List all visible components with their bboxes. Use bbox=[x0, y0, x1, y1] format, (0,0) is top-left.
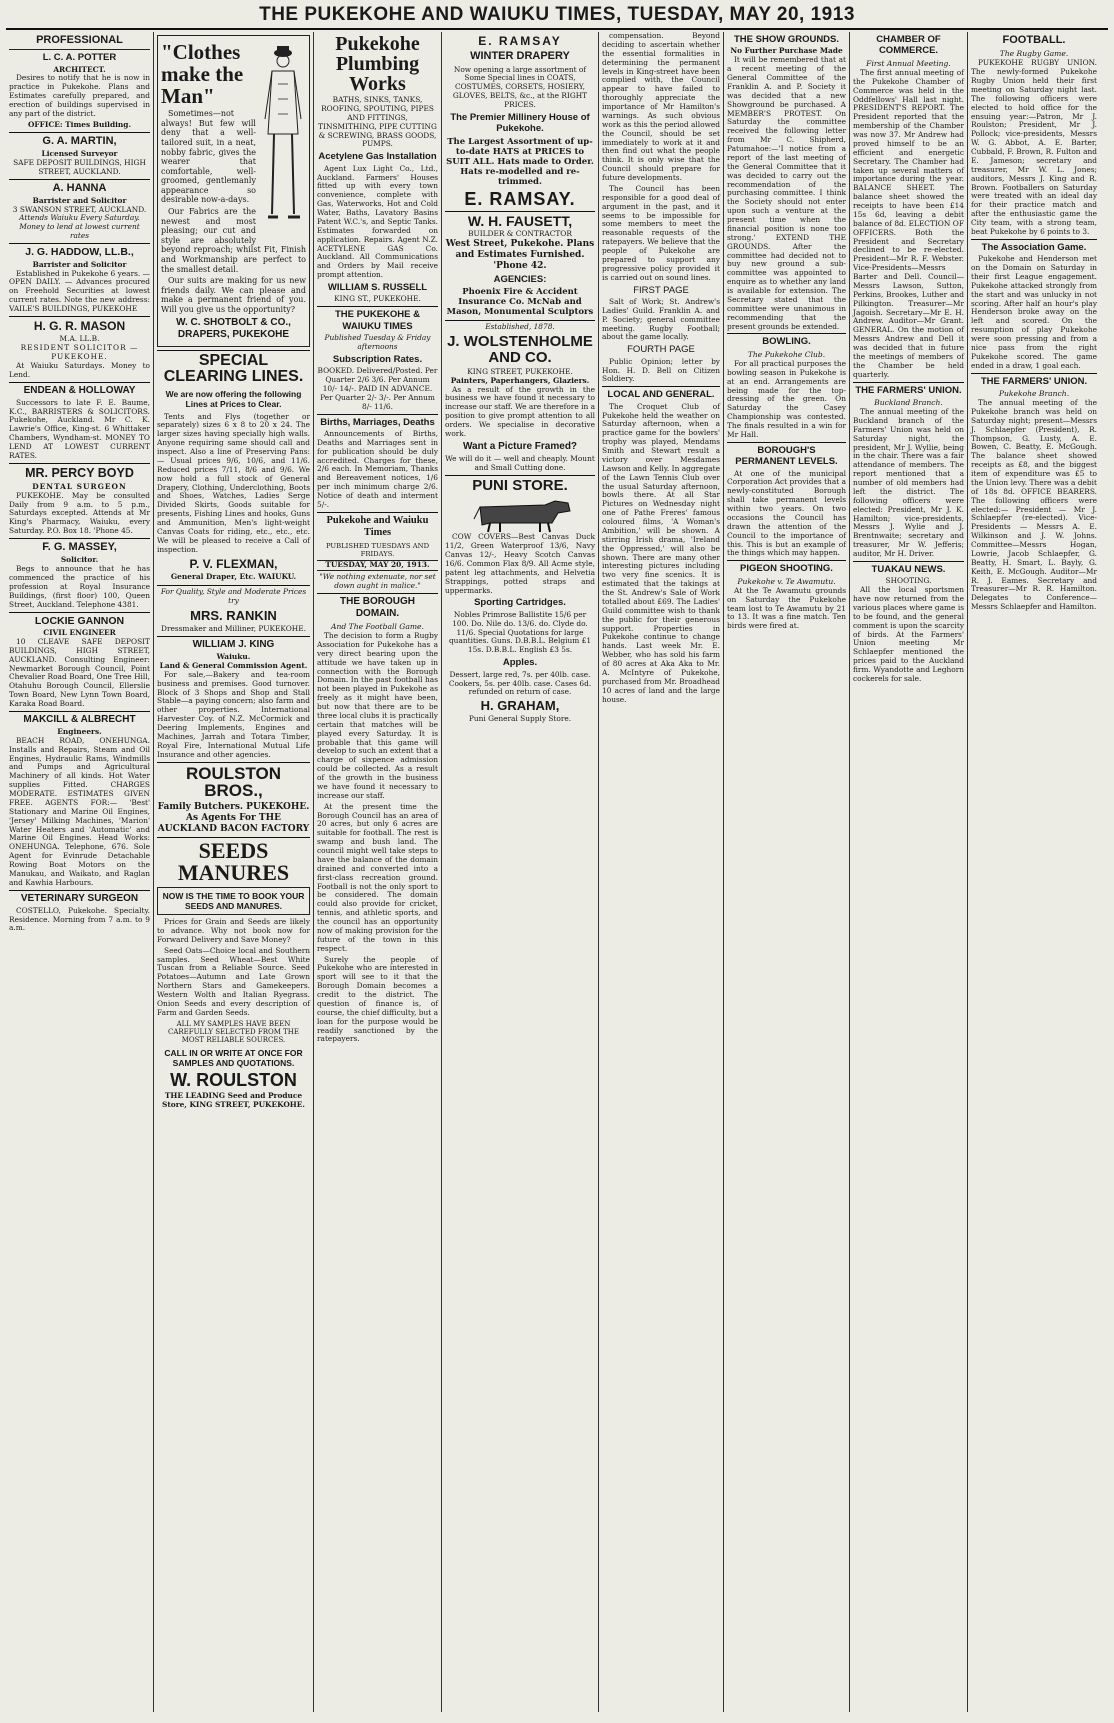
picture-body: We will do it — well and cheaply. Mount and Small Cutting done. bbox=[445, 453, 595, 472]
paper-pub: PUBLISHED TUESDAYS AND FRIDAYS. bbox=[325, 542, 430, 559]
mason-role: RESIDENT SOLICITOR — PUKEKOHE. bbox=[20, 343, 139, 362]
puni-title: PUNI STORE. bbox=[445, 475, 595, 494]
russell-addr: KING ST., PUKEKOHE. bbox=[334, 294, 421, 304]
columns bbox=[6, 32, 1108, 1712]
roulston-bros-agents: As Agents For THE AUCKLAND BACON FACTORY bbox=[157, 813, 310, 834]
times-title: THE PUKEKOHE & WAIUKU TIMES bbox=[317, 306, 438, 332]
special-sub: We are now offering the following Lines at Prices to Clear. bbox=[165, 389, 302, 410]
clothes-title: "Clothes make the Man" bbox=[161, 40, 244, 109]
w-roulston-name: W. ROULSTON bbox=[170, 1070, 297, 1091]
commerce-sub: First Annual Meeting. bbox=[866, 58, 951, 68]
masthead: THE PUKEKOHE AND WAIUKU TIMES, TUESDAY, MAY 20, 1913 bbox=[6, 4, 1108, 30]
mason-note: At Waiuku Saturdays. Money to Lend. bbox=[9, 360, 150, 379]
makcill-name: MAKCILL & ALBRECHT bbox=[9, 711, 150, 726]
flexman-sub: General Draper, Etc. WAIUKU. bbox=[170, 571, 297, 581]
clothes-body-1: Sometimes—not always! But few will deny that a well-tailored suit, in a neat, nobby fabric, gives the wearer that comfortable, well-groomed, gentlemanly appearance so desirable now-a-days. bbox=[161, 109, 256, 205]
martin-role: Licensed Surveyor bbox=[41, 148, 118, 158]
farmers-union-2-body: The annual meeting of the Pukekohe branch was held on Saturday night; present—Messrs J. Schlaepfer (President), R. Thompson, G. Lusty, A. E. Bowen, C. Beatty, E. McGough. The balance sheet showed receipts as £8, and the biggest item of expenditure was £5 to the Union levy. There was a debit of 18s 8d. OFFICE BEARERS. The following officers were elected:— President — Mr J. Schlaepfer (re-elected). Vice-Presidents — Messrs A. E. Wilkinson and J. W. Johns. Committee—Messrs Hogan, Lowrie, Jacob Schlaepfer, G. Beatty, H. Smart, L. Bayly, G. Keith, E. McGough. Auditor—Mr R. J. Eames. Secretary and Treasurer—Mr R. R. Hamilton. Delegates to Conference—Messrs Schlaepfer and Hamilton. bbox=[971, 398, 1097, 612]
subscription-body: BOOKED. Delivered/Posted. Per Quarter 2/6 3/6. Per Annum 10/- 14/-. PAID IN ADVANCE. Per Quarter 2/- 3/-. Per Annum 8/- 11/6. bbox=[317, 366, 438, 411]
farmers-union-title: THE FARMERS' UNION. bbox=[853, 382, 964, 396]
wolstenholme-name: J. WOLSTENHOLME AND CO. bbox=[447, 333, 593, 367]
roulston-bros-role: Family Butchers. PUKEKOHE. bbox=[157, 802, 310, 813]
show-grounds-body: It will be remembered that at a recent meeting of the General Committee of the Franklin A. and P. Society it was decided that a new Showground be purchased. A MEMBER'S PROTEST. On Saturday the committee received the following letter from Mr C. Shipherd, Patumahoe:—'I notice from a report of the last meeting of the General Committee that it was decided to carry out the recommendation of the purchasing committee. I think the Society should not enter upon such a venture at the present time when the financial position is none too strong.' EXTEND THE GROUNDS. After the committee had decided not to buy new ground a sub-committee was appointed to enquire as to whether any land is available for extension. The Secretary stated that the committee were unanimous in recommending that the present grounds be extended. bbox=[727, 55, 846, 331]
bowling-body: For all practical purposes the bowling season in Pukekohe is at an end. Arrangements are being made for the top-dressing of the green. On Saturday the Casey Championship was contested. The finals resulted in a win for Mr Hall. bbox=[727, 358, 846, 439]
puni-body: COW COVERS—Best Canvas Duck 11/2, Green Waterproof 13/6, Navy Canvas 12/-, Heavy Scotch Canvas 16/6. Common Flax 8/9. All Acme style, patent leg attachments, and Helvetia Strappings, potted straps and uppermarks. bbox=[445, 532, 595, 595]
endean-name: ENDEAN & HOLLOWAY bbox=[9, 382, 150, 397]
haddow-role: Barrister and Solicitor bbox=[32, 259, 127, 269]
tuakau-sub: SHOOTING. bbox=[885, 576, 932, 586]
plumbing-title: Pukekohe Plumbing Works bbox=[335, 33, 420, 95]
king-town: Waiuku. bbox=[216, 652, 251, 662]
farmers-union-2-title: THE FARMERS' UNION. bbox=[971, 373, 1097, 387]
births-body: Announcements of Births, Deaths and Marriages sent in for publication should be duly accredited. Charges for these, 2/6 each. In Memoriam, Thanks and Bereavement notices, 1/6 per inch minimum charge 2/6. Notice of death and interment 5/-. bbox=[317, 428, 438, 509]
show-grounds-sub: No Further Purchase Made bbox=[730, 46, 843, 56]
column-professional bbox=[6, 32, 154, 1712]
w-roulston-role: THE LEADING Seed and Produce Store, KING STREET, PUKEKOHE. bbox=[162, 1091, 305, 1109]
fausett-role: BUILDER & CONTRACTOR bbox=[468, 229, 572, 239]
fourth-page-title: FOURTH PAGE bbox=[627, 344, 695, 356]
local-general-body: The Croquet Club of Pukekohe held the weather on Saturday afternoon, when a practice game for the bowlers' trophy was played, Mendams Smith and Stewart result a victory over Mesdames Lawson and Kelly. In aggregate of the Lawn Tennis Club over the usual Saturday afternoon, bowls there. At all Star Pictures on Wednesday night one of Pathe Freres' famous coloured films, 'A Woman's Ambition,' will be shown. A stirring Irish drama, 'Ireland the Oppressed,' will also be shown. There are many other interesting pictures including two very fine scenics. It is estimated that the takings at the St. Andrew's Sale of Work totalled about £69. The Ladies' Guild committee wish to thank the public for their generous support. Properties in Pukekohe continue to change hands. Last week Mr. E. Webber, who has sold his farm of 80 acres at Aka Aka to Mr. A. McIntyre of Pukekohe, purchased from Mr. Broadhead 10 acres of land and the large house. bbox=[602, 401, 720, 704]
borough-sub: And The Football Game. bbox=[331, 621, 424, 631]
clothes-body-2: Our Fabrics are the newest and most pleasing; our cut and style are absolutely beyond reproach; whilst Fit, Finish and Workmanship are perfect to the smallest detail. bbox=[161, 207, 306, 274]
agencies-body: Phoenix Fire & Accident Insurance Co. McNab and Mason, Monumental Sculptors bbox=[446, 286, 594, 318]
haddow-name: J. G. HADDOW, LL.B., bbox=[9, 243, 150, 259]
pigeon-sub: Pukekohe v. Te Awamutu. bbox=[737, 576, 836, 586]
rankin-role: Dressmaker and Milliner, PUKEKOHE. bbox=[161, 624, 306, 634]
wolstenholme-body: As a result of the growth in the business we have found it necessary to increase our staff. We are therefore in a position to give prompt attention to all orders. We specialise in decorative work. bbox=[445, 384, 595, 438]
wolstenholme-addr: KING STREET, PUKEKOHE. bbox=[467, 366, 573, 376]
subscription-title: Subscription Rates. bbox=[332, 353, 423, 365]
births-title: Births, Marriages, Deaths bbox=[317, 414, 438, 428]
commerce-body: The first annual meeting of the Pukekohe Chamber of Commerce was held in the Oddfellows' Hall last night. PRESIDENT'S REPORT. The President reported that the membership of the Chamber was now 37. Mr Andrew had proved himself to be an efficient and energetic Secretary. The Chamber had taken up several matters of importance during the year. BALANCE SHEET. The balance sheet showed the receipts to have been £14 15s 6d, leaving a debit balance of 8d. ELECTION OF OFFICERS. Both the President and Secretary declined to be re-elected. President—Mr R. F. Webster. Vice-Presidents—Messrs Barter and Dell. Council—Messrs Lawson, Sutton, Perkins, Brookes, Luther and Pilkington. Treasurer—Mr Jagoish. Secretary—Mr E. H. Andrew. Auditor—Mr Grant. GENERAL. On the motion of Messrs Andrew and Dell it was decided that in future the meetings of members of the Chamber be held quarterly. bbox=[853, 67, 964, 379]
gannon-name: LOCKIE GANNON bbox=[9, 612, 150, 628]
ramsay-hats: The Largest Assortment of up-to-date HATS at PRICES to SUIT ALL. Hats made to Order. Hats re-modelled and re-trimmed. bbox=[446, 136, 594, 188]
editorial-cont-1: compensation. Beyond deciding to ascertain whether the essential formalities in determining the permanent levels in King-street have been complied with, the Council appear to have failed to thoroughly appreciate the importance of Mr Hamilton's warnings. As such obvious work as this the period allowed the Council, should be set immediately to work at it and then find out what the people think. It is only wise that the Council should prepare for future developments. bbox=[602, 32, 720, 182]
seeds-body: Prices for Grain and Seeds are likely to advance. Why not book now for Forward Delivery and Save Money? bbox=[157, 917, 310, 944]
russell-name: WILLIAM S. RUSSELL bbox=[327, 282, 428, 294]
borough-body-3: Surely the people of Pukekohe who are interested in sport will see to it that the Borough Domain becomes a credit to the district. The question of finance is, of course, the chief difficulty, but a loan for the purpose would be readily sanctioned by the ratepayers. bbox=[317, 954, 438, 1044]
rankin-name: MRS. RANKIN bbox=[190, 607, 277, 623]
hanna-role: Barrister and Solicitor bbox=[32, 195, 127, 205]
levels-title: BOROUGH'S PERMANENT LEVELS. bbox=[727, 442, 846, 468]
paper-nameplate: Pukekohe and Waiuku Times bbox=[317, 512, 438, 540]
vet-name: VETERINARY SURGEON bbox=[9, 890, 150, 905]
wolstenholme-role: Painters, Paperhangers, Glaziers. bbox=[450, 375, 590, 385]
boyd-name: MR. PERCY BOYD bbox=[9, 463, 150, 481]
association-title: The Association Game. bbox=[971, 239, 1097, 253]
first-page-body: Salt of Work; St. Andrew's Ladies' Guild. Franklin A. and P. Society; general committee meeting. Rugby Football; about the game locally. bbox=[602, 296, 720, 342]
column-news-2 bbox=[724, 32, 850, 1712]
seeds-head: NOW IS THE TIME TO BOOK YOUR SEEDS AND MANURES. bbox=[157, 887, 310, 915]
football-title: FOOTBALL. bbox=[1002, 34, 1066, 46]
cartridges-title: Sporting Cartridges. bbox=[474, 597, 566, 609]
ramsay-big: E. RAMSAY. bbox=[464, 188, 576, 209]
column-ads-drapers bbox=[154, 32, 314, 1712]
farmers-union-body: The annual meeting of the Buckland branch of the Farmers' Union was held on Saturday night, the president, Mr J. Wyllie, being in the chair. There was a fair attendance of members. The report mentioned that a number of old members had left the district. The following officers were elected: President, Mr J. K. Hamilton; vice-presidents, Messrs J. Wylie and J. Brentnwaite; secretary and treasurer, Mr W. Jefferis; auditor, Mr H. Driver. bbox=[853, 407, 964, 559]
mason-deg: M.A. LL.B. bbox=[59, 334, 100, 344]
first-page-title: FIRST PAGE bbox=[633, 284, 689, 296]
king-name: WILLIAM J. KING bbox=[157, 636, 310, 651]
hanna-addr: 3 SWANSON STREET, AUCKLAND. bbox=[12, 204, 147, 214]
association-body: Pukekohe and Henderson met on the Domain on Saturday in their first League engagement. Pukekohe attacked strongly from the start and was unlucky in not scoring. After half an hour's play Henderson broke away on the left and scored. On the resumption of play Pukekohe were soon pressing and from a nice pass from the right Pukekohe scored. The game ended in a draw, 1 goal each. bbox=[971, 254, 1097, 370]
football-body: PUKEKOHE RUGBY UNION. The newly-formed Pukekohe Rugby Union held their first meeting on Saturday night last. The following officers were elected to hold office for the ensuing year:—Patron, Mr J. Roulston; President, Mr J. Pollock; vice-presidents, Messrs W. G. Abbot, A. E. Barter, Cubbald, F. Brown, R. Fulton and E. Jameson; secretary and treasurer, Mr W. L. Jones; auditors, Messrs J. King and R. Brown. Footballers on Saturday were treated with an ideal day for their practice match and after the enthusiastic game the City team, with a strong team, beat Pukekohe by 6 points to 3. bbox=[971, 58, 1097, 236]
hanna-name: A. HANNA bbox=[9, 179, 150, 195]
seeds-note: ALL MY SAMPLES HAVE BEEN CAREFULLY SELECTED FROM THE MOST RELIABLE SOURCES. bbox=[167, 1019, 300, 1045]
fausett-name: W. H. FAUSETT, bbox=[445, 211, 595, 229]
king-role: Land & General Commission Agent. bbox=[159, 660, 308, 670]
local-general-title: LOCAL AND GENERAL. bbox=[602, 386, 720, 400]
borough-body-1: The decision to form a Rugby Association for Pukekohe has a very direct bearing upon the attitude we have taken up in connection with the Borough Domain. In the past football has not been played in Pukekohe as freely as it might have been, but now that there are to be three local clubs it is practically certain that matches will be played every Saturday. It is probable that this game will develop to such an extent that a charge of sixpence admission could be collected. As a result of the growth in the business we have found it necessary to increase our staff. bbox=[317, 631, 438, 800]
special-body: Tents and Flys (together or separately) sizes 6 x 8 to 20 x 24. The larger sizes having specially high walls. Anyone requiring same should call and inspect. Also a line of Preserving Pans:— Usual prices 9/6, 10/6, and 11/6. Reduced prices 7/11, 8/6 and 9/6. We now hold a full stock of General Drapery, Clothing, Underclothing, Boots and Shoes, Watches, Ladies Serge Divided Skirts, Goods suitable for presents, Fishing Lines and hooks, Guns and Ammunition, Men's light-weight Canvas Coats for riding, etc., etc., etc. We will be pleased to receive a Call of inspection. bbox=[157, 411, 310, 554]
pigeon-body: At the Te Awamutu grounds on Saturday the Pukekohe team lost to Te Awamutu by 21 to 13. It was a fine match. Ten birds were fired at. bbox=[727, 585, 846, 631]
roulston-bros-name: ROULSTON BROS., bbox=[157, 762, 310, 801]
column-news-4 bbox=[968, 32, 1100, 1712]
borough-title: THE BOROUGH DOMAIN. bbox=[317, 593, 438, 620]
boyd-body: PUKEKOHE. May be consulted Daily from 9 a.m. to 5 p.m., Saturdays excepted. Attends at Mr King's Pharmacy, Waiuku, every Saturday. P.O. Box 18. 'Phone 45. bbox=[9, 490, 150, 536]
football-sub: The Rugby Game. bbox=[999, 49, 1069, 59]
graham-role: Puni General Supply Store. bbox=[468, 713, 572, 723]
makcill-role: Engineers. bbox=[57, 726, 102, 736]
massey-name: F. G. MASSEY, bbox=[9, 538, 150, 554]
bowling-title: BOWLING. bbox=[727, 333, 846, 347]
times-pub: Published Tuesday & Friday afternoons bbox=[324, 333, 431, 351]
makcill-body: BEACH ROAD, ONEHUNGA. Installs and Repairs, Steam and Oil Engines, Hydraulic Rams, Windmills and Pumps and Agricultural Machinery of all kinds. Hot Water supplies Fitted. CHARGES MODERATE. ESTIMATES GIVEN FREE. AGENTS FOR:— 'Best' Stationary and Marine Oil Engines, 'Jersey' Milking Machines, 'Marion' Water Heaters and 'Automatic' and Marine Oil Engines. Head Works: ONEHUNGA. Telephone, 676. Sole Agent for Evinrude Detachable Rowing Boat Motors on the Manukau, and Waikato, and Raglan and Kawhia Harbours. bbox=[9, 735, 150, 887]
acetylene-body: Agent Lux Light Co., Ltd., Auckland. Farmers' Houses fitted up with every town convenience, complete with Gas, Waterworks, Hot and Cold Water, Baths, Lavatory Basins Patent W.C.'s, and Septic Tanks. Estimates forwarded on application. Repairs. Agent N.Z. ACETYLENE GAS Co. Auckland. All Communications and Orders by Mail receive prompt attention. bbox=[317, 163, 438, 280]
show-grounds-title: THE SHOW GROUNDS. bbox=[733, 34, 840, 45]
martin-addr: SAFE DEPOSIT BUILDINGS, HIGH STREET, AUCKLAND. bbox=[13, 157, 146, 176]
martin-name: G. A. MARTIN, bbox=[9, 132, 150, 148]
potter-office: OFFICE: Times Building. bbox=[27, 119, 132, 129]
agencies-title: AGENCIES: bbox=[493, 273, 547, 285]
section-title-professional: PROFESSIONAL bbox=[9, 34, 150, 50]
special-title: SPECIAL CLEARING LINES. bbox=[157, 350, 310, 387]
clothes-ad bbox=[157, 35, 310, 347]
vet-body: COSTELLO, Pukekohe. Specialty. Residence. Morning from 7 a.m. to 9 a.m. bbox=[9, 905, 150, 933]
haddow-body: Established in Pukekohe 6 years. — OPEN DAILY. — Advances procured on Freehold Securities at lowest current rates. Note the new address: VAILE'S BUILDINGS, PUKEKOHE bbox=[9, 268, 150, 314]
bowling-sub: The Pukekohe Club. bbox=[747, 349, 826, 359]
ramsay-head: E. RAMSAY bbox=[478, 34, 562, 48]
clothes-body-3: Our suits are making for us new friends daily. We can please and make a permanent friend of you. Will you give us the opportunity? bbox=[161, 276, 306, 315]
ramsay-title: WINTER DRAPERY bbox=[470, 50, 570, 63]
column-news-3 bbox=[850, 32, 968, 1712]
established: Established, 1878. bbox=[445, 320, 595, 332]
potter-body: Desires to notify that he is now in practice in Pukekohe. Plans and Estimates carefully prepared, and erection of buildings supervised in any part of the district. bbox=[9, 73, 150, 118]
ramsay-body: Now opening a large assortment of Some Special lines in COATS, COSTUMES, CORSETS, HOSIERY, GLOVES, BELTS, &c., at the RIGHT PRICES. bbox=[452, 64, 588, 110]
mason-name: H. G. R. MASON bbox=[9, 316, 150, 333]
levels-body: At one of the municipal Corporation Act provides that a newly-constituted Borough shall take permanent levels within two years. On two occasions the Council has drawn the attention of the Council to the importance of this. This is but an example of the things which may happen. bbox=[727, 468, 846, 558]
cartridges-body: Nobles Primrose Ballistite 15/6 per 100. Do. Nile do. 13/6. do. Clyde do. 11/6. Special Quotations for large quantities. Guns. D.B.B.L. Belgium £1 15s. D.B.B.L. English £3 5s. bbox=[448, 609, 592, 655]
endean-body: Successors to late F. E. Baume, K.C., BARRISTERS & SOLICITORS. Pukekohe, Auckland. Mr C. K. Lawrie's Office, King-st. 6 Whittaker Chambers, Wyndham-st. MONEY TO LEND AT LOWEST CURRENT RATES. bbox=[9, 397, 150, 460]
flexman-name: P. V. FLEXMAN, bbox=[189, 556, 278, 571]
borough-body-2: At the present time the Borough Council has an area of 20 acres, but only 6 acres are suitable for football. The rest is swamp and bush land. The council might well take steps to have the balance of the domain drained and converted into a first-class recreation ground. Football is not the only sport to be considered. The domain could also provide for cricket, tennis, and athletic sports, and the council has an opportunity now of making provision for the future of the town in this respect. bbox=[317, 801, 438, 953]
column-plumbing-editorial bbox=[314, 32, 442, 1712]
picture-title: Want a Picture Framed? bbox=[462, 440, 578, 452]
gannon-body: 10 CLEAVE SAFE DEPOSIT BUILDINGS, HIGH STREET, AUCKLAND. Consulting Engineer: Newmarket Borough Council, Point Chevalier Road Board, One Tree Hill, Otahuhu Borough Council, Ellerslie Town Board, New Lynn Town Board, Karaka Road Board. bbox=[9, 636, 150, 709]
ramsay-millinery: The Premier Millinery House of Pukekohe. bbox=[450, 111, 590, 135]
potter-role: ARCHITECT. bbox=[53, 64, 106, 74]
massey-body: Begs to announce that he has commenced the practice of his profession at Royal Insurance Buildings, (first floor) 100, Queen Street, Auckland. Telephone 4381. bbox=[9, 564, 150, 609]
tuakau-title: TUAKAU NEWS. bbox=[853, 561, 964, 575]
paper-date: TUESDAY, MAY 20, 1913. bbox=[317, 560, 438, 571]
king-body: For sale,—Bakery and tea-room business and premises. Good turnover. Block of 3 Shops and Shop and Stall Stable—a paying concern; also farm and other properties. International Harvester Coy. of N.Z. McCormick and Deering Implements, Engines and Machines, Jarrah and Totara Timber, Royal Fire, International Mutual Life Insurance and other agencies. bbox=[157, 669, 310, 759]
massey-role: Solicitor. bbox=[60, 555, 99, 565]
apples-title: Apples. bbox=[502, 657, 538, 669]
seeds-list: Seed Oats—Choice local and Southern samples. Seed Wheat—Best White Tuscan from a Reliable Source. Seed Potatoes—Autumn and Late Grown Northern Stars and Gamekeepers. Western Wolth and Italian Ryegrass. Onion Seeds and every description of Farm and Garden Seeds. bbox=[157, 945, 310, 1017]
hanna-note: Attends Waiuku Every Saturday. Money to lend at lowest current rates bbox=[19, 213, 140, 241]
rankin-sub: For Quality, Style and Moderate Prices try bbox=[157, 585, 310, 606]
editorial-cont-2: The Council has been responsible for a good deal of argument in the past, and it seems to be impossible for some members to meet the reasonable requests of the ratepayers. We believe that the people of Pukekohe are prepared to support any progressive policy provided it is carried out on sound lines. bbox=[602, 183, 720, 282]
seeds-call: CALL IN OR WRITE AT ONCE FOR SAMPLES AND QUOTATIONS. bbox=[164, 1047, 303, 1068]
fausett-body: West Street, Pukekohe. Plans and Estimates Furnished. 'Phone 42. bbox=[445, 239, 595, 271]
farmers-union-sub: Buckland Branch. bbox=[874, 397, 943, 407]
boyd-role: DENTAL SURGEON bbox=[32, 481, 127, 491]
farmers-union-2-sub: Pukekohe Branch. bbox=[998, 388, 1070, 398]
shotbolt-name: W. C. SHOTBOLT & CO., DRAPERS, PUKEKOHE bbox=[176, 316, 291, 340]
tuakau-body: All the local sportsmen have now returned from the various places where game is to be found, and the general comment is upon the scarcity of birds. At the Farmers' Union meeting Mr Schlaepfer mentioned the prices paid to the Auckland firm. Wyandotte and Leghorn cockerels for sale. bbox=[853, 585, 964, 683]
fourth-page-body: Public Opinion; letter by Hon. H. D. Bell on Citizen Soldiery. bbox=[602, 356, 720, 384]
pigeon-title: PIGEON SHOOTING. bbox=[727, 560, 846, 574]
potter-name: L. C. A. POTTER bbox=[42, 52, 117, 64]
column-news-1 bbox=[599, 32, 724, 1712]
apples-body: Dessert, large red, 7s. per 40lb. case. Cookers, 5s. per 40lb. case. Cases 6d. refunded on return of case. bbox=[448, 669, 592, 697]
graham-name: H. GRAHAM, bbox=[480, 698, 560, 714]
acetylene-title: Acetylene Gas Installation bbox=[318, 151, 437, 163]
column-ramsay-ads bbox=[442, 32, 599, 1712]
seeds-title: SEEDS MANURES bbox=[157, 837, 310, 884]
gannon-role: CIVIL ENGINEER bbox=[43, 628, 116, 638]
paper-motto: "We nothing extenuate, nor set down aught in malice." bbox=[319, 572, 436, 591]
cow-illustration bbox=[460, 495, 580, 533]
commerce-title: CHAMBER OF COMMERCE. bbox=[876, 34, 941, 57]
plumbing-body: BATHS, SINKS, TANKS, ROOFING, SPOUTING, PIPES AND FITTINGS, TINSMITHING, PIPE CUTTING & SCREWING, BRASS GOODS, PUMPS. bbox=[318, 95, 437, 149]
gentleman-figure-illustration bbox=[260, 39, 306, 239]
